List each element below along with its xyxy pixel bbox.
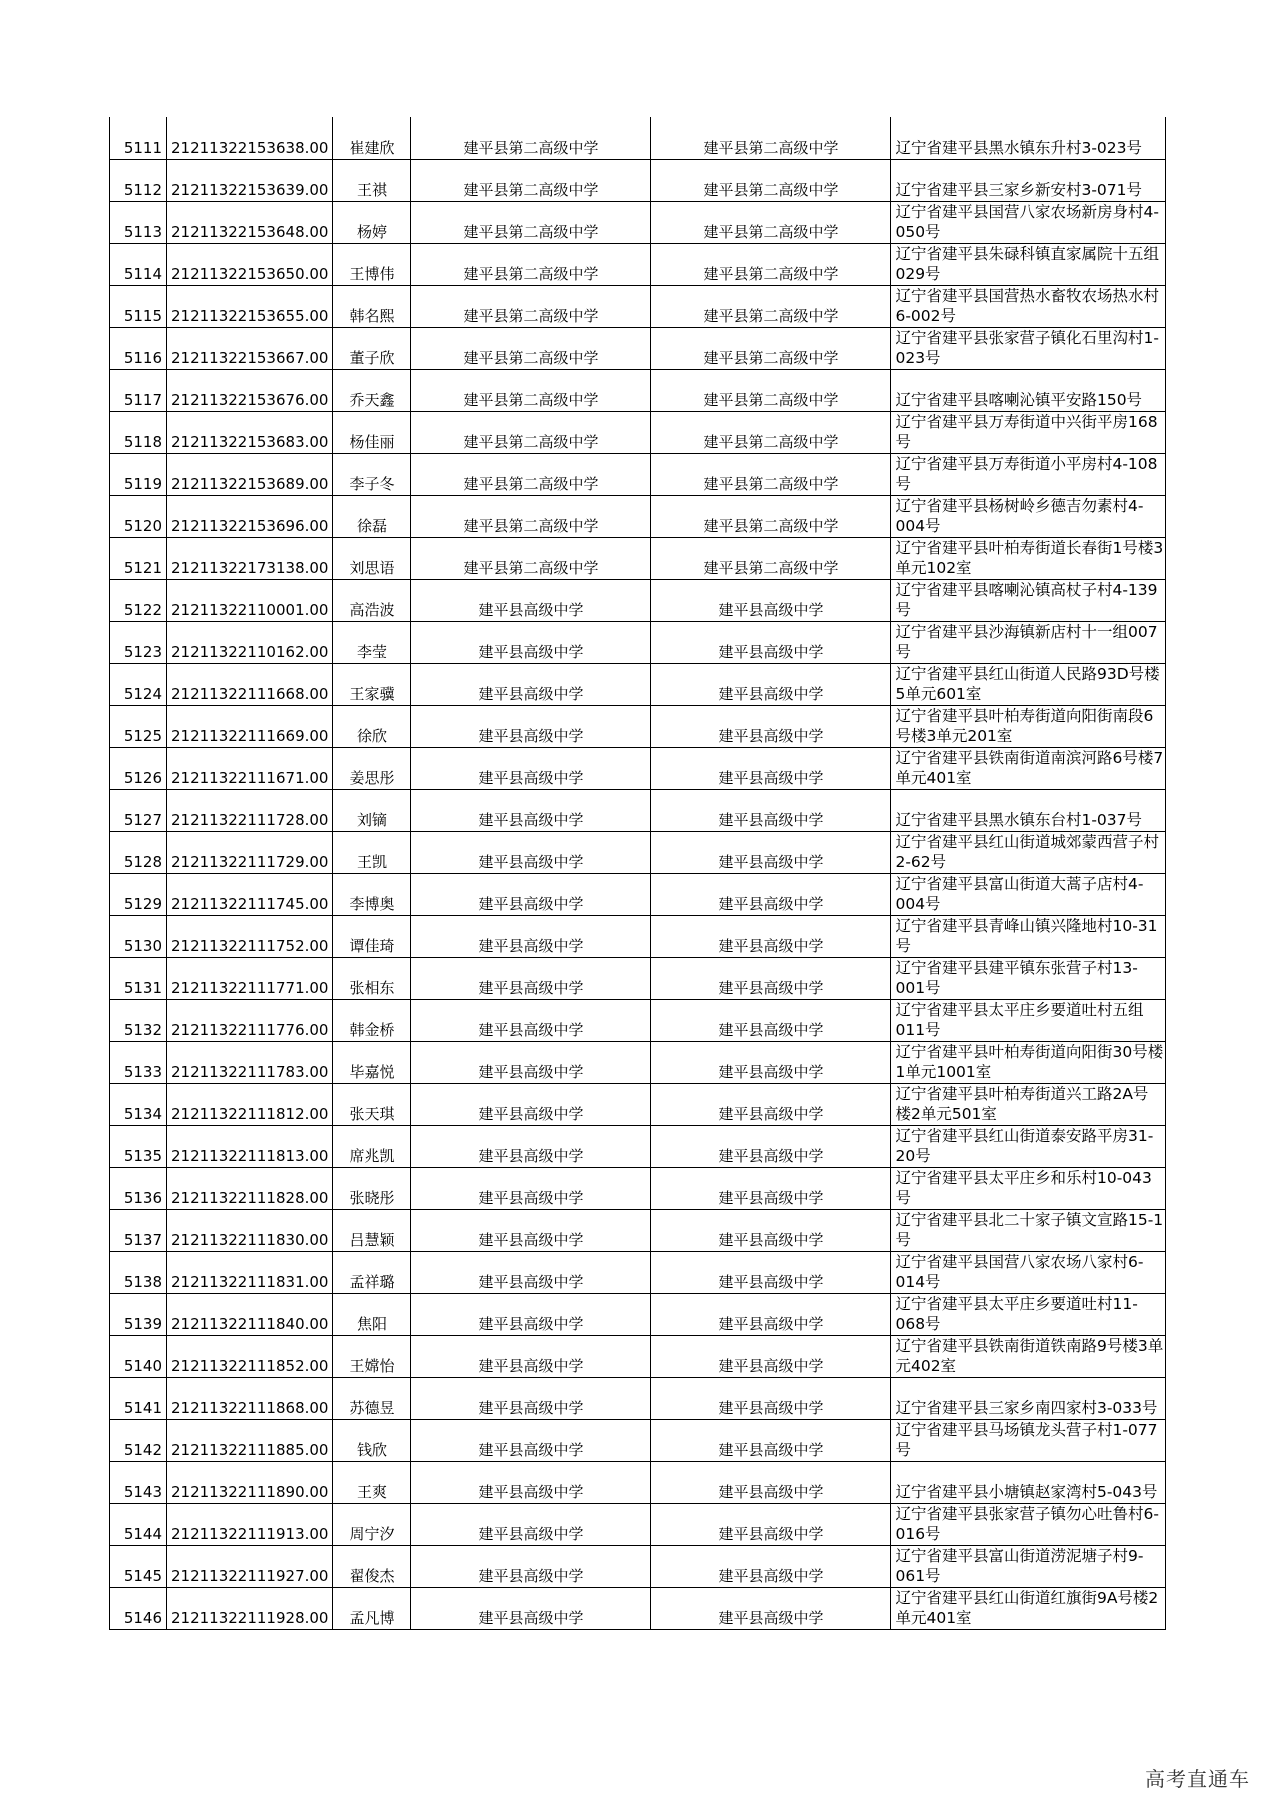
student-name-cell: 王博伟 <box>333 243 411 285</box>
home-address-cell: 辽宁省建平县叶柏寿街道兴工路2A号楼2单元501室 <box>891 1083 1166 1125</box>
candidate-id-cell: 21211322111828.00 <box>167 1167 333 1209</box>
enrolled-school-cell: 建平县第二高级中学 <box>651 453 891 495</box>
graduated-school-cell: 建平县第二高级中学 <box>411 537 651 579</box>
graduated-school-cell: 建平县高级中学 <box>411 1503 651 1545</box>
home-address-cell: 辽宁省建平县太平庄乡要道吐村11-068号 <box>891 1293 1166 1335</box>
candidate-id-cell: 21211322111830.00 <box>167 1209 333 1251</box>
row-number-cell: 5145 <box>110 1545 167 1587</box>
row-number-cell: 5129 <box>110 873 167 915</box>
graduated-school-cell: 建平县高级中学 <box>411 663 651 705</box>
student-name-cell: 王凯 <box>333 831 411 873</box>
enrolled-school-cell: 建平县第二高级中学 <box>651 201 891 243</box>
candidate-id-cell: 21211322111752.00 <box>167 915 333 957</box>
enrolled-school-cell: 建平县高级中学 <box>651 579 891 621</box>
home-address-cell: 辽宁省建平县红山街道人民路93D号楼5单元601室 <box>891 663 1166 705</box>
enrolled-school-cell: 建平县高级中学 <box>651 957 891 999</box>
home-address-cell: 辽宁省建平县三家乡南四家村3-033号 <box>891 1377 1166 1419</box>
enrolled-school-cell: 建平县高级中学 <box>651 789 891 831</box>
table-row <box>110 285 1166 327</box>
graduated-school-cell: 建平县第二高级中学 <box>411 243 651 285</box>
student-name-cell: 钱欣 <box>333 1419 411 1461</box>
home-address-cell: 辽宁省建平县国营八家农场八家村6-014号 <box>891 1251 1166 1293</box>
student-name-cell: 徐磊 <box>333 495 411 537</box>
student-name-cell: 韩名熙 <box>333 285 411 327</box>
student-name-cell: 王家骥 <box>333 663 411 705</box>
enrolled-school-cell: 建平县高级中学 <box>651 1461 891 1503</box>
row-number-cell: 5134 <box>110 1083 167 1125</box>
student-name-cell: 吕慧颖 <box>333 1209 411 1251</box>
home-address-cell: 辽宁省建平县朱碌科镇直家属院十五组029号 <box>891 243 1166 285</box>
home-address-cell: 辽宁省建平县喀喇沁镇平安路150号 <box>891 369 1166 411</box>
row-number-cell: 5117 <box>110 369 167 411</box>
table-row <box>110 201 1166 243</box>
student-name-cell: 李子冬 <box>333 453 411 495</box>
row-number-cell: 5122 <box>110 579 167 621</box>
student-name-cell: 杨婷 <box>333 201 411 243</box>
candidate-id-cell: 21211322111928.00 <box>167 1587 333 1629</box>
table-row <box>110 327 1166 369</box>
student-name-cell: 席兆凯 <box>333 1125 411 1167</box>
student-name-cell: 毕嘉悦 <box>333 1041 411 1083</box>
graduated-school-cell: 建平县高级中学 <box>411 915 651 957</box>
row-number-cell: 5112 <box>110 159 167 201</box>
candidate-id-cell: 21211322153689.00 <box>167 453 333 495</box>
graduated-school-cell: 建平县第二高级中学 <box>411 327 651 369</box>
student-name-cell: 姜思彤 <box>333 747 411 789</box>
watermark-text: 高考直通车 <box>1145 1767 1250 1791</box>
student-table <box>109 117 1166 1630</box>
table-row <box>110 1293 1166 1335</box>
row-number-cell: 5137 <box>110 1209 167 1251</box>
table-row <box>110 495 1166 537</box>
graduated-school-cell: 建平县高级中学 <box>411 1377 651 1419</box>
graduated-school-cell: 建平县高级中学 <box>411 621 651 663</box>
candidate-id-cell: 21211322111831.00 <box>167 1251 333 1293</box>
row-number-cell: 5135 <box>110 1125 167 1167</box>
home-address-cell: 辽宁省建平县红山街道红旗街9A号楼2单元401室 <box>891 1587 1166 1629</box>
enrolled-school-cell: 建平县高级中学 <box>651 1125 891 1167</box>
row-number-cell: 5131 <box>110 957 167 999</box>
candidate-id-cell: 21211322111776.00 <box>167 999 333 1041</box>
home-address-cell: 辽宁省建平县铁南街道南滨河路6号楼7单元401室 <box>891 747 1166 789</box>
student-name-cell: 乔天鑫 <box>333 369 411 411</box>
enrolled-school-cell: 建平县高级中学 <box>651 1545 891 1587</box>
enrolled-school-cell: 建平县高级中学 <box>651 1167 891 1209</box>
candidate-id-cell: 21211322111783.00 <box>167 1041 333 1083</box>
candidate-id-cell: 21211322153648.00 <box>167 201 333 243</box>
candidate-id-cell: 21211322111868.00 <box>167 1377 333 1419</box>
candidate-id-cell: 21211322153683.00 <box>167 411 333 453</box>
enrolled-school-cell: 建平县高级中学 <box>651 1083 891 1125</box>
table-row <box>110 789 1166 831</box>
graduated-school-cell: 建平县高级中学 <box>411 957 651 999</box>
home-address-cell: 辽宁省建平县建平镇东张营子村13-001号 <box>891 957 1166 999</box>
student-name-cell: 韩金桥 <box>333 999 411 1041</box>
home-address-cell: 辽宁省建平县小塘镇赵家湾村5-043号 <box>891 1461 1166 1503</box>
row-number-cell: 5141 <box>110 1377 167 1419</box>
row-number-cell: 5130 <box>110 915 167 957</box>
home-address-cell: 辽宁省建平县太平庄乡和乐村10-043号 <box>891 1167 1166 1209</box>
enrolled-school-cell: 建平县第二高级中学 <box>651 117 891 159</box>
student-name-cell: 张天琪 <box>333 1083 411 1125</box>
student-name-cell: 孟凡博 <box>333 1587 411 1629</box>
table-row <box>110 1083 1166 1125</box>
home-address-cell: 辽宁省建平县黑水镇东台村1-037号 <box>891 789 1166 831</box>
enrolled-school-cell: 建平县高级中学 <box>651 915 891 957</box>
graduated-school-cell: 建平县高级中学 <box>411 1419 651 1461</box>
home-address-cell: 辽宁省建平县张家营子镇勿心吐鲁村6-016号 <box>891 1503 1166 1545</box>
table-row <box>110 831 1166 873</box>
table-row <box>110 243 1166 285</box>
home-address-cell: 辽宁省建平县黑水镇东升村3-023号 <box>891 117 1166 159</box>
row-number-cell: 5132 <box>110 999 167 1041</box>
graduated-school-cell: 建平县高级中学 <box>411 1209 651 1251</box>
candidate-id-cell: 21211322111852.00 <box>167 1335 333 1377</box>
enrolled-school-cell: 建平县高级中学 <box>651 1041 891 1083</box>
graduated-school-cell: 建平县高级中学 <box>411 1461 651 1503</box>
student-name-cell: 翟俊杰 <box>333 1545 411 1587</box>
table-row <box>110 579 1166 621</box>
table-row <box>110 1167 1166 1209</box>
enrolled-school-cell: 建平县高级中学 <box>651 621 891 663</box>
enrolled-school-cell: 建平县高级中学 <box>651 831 891 873</box>
candidate-id-cell: 21211322111668.00 <box>167 663 333 705</box>
table-row <box>110 747 1166 789</box>
home-address-cell: 辽宁省建平县杨树岭乡德吉勿素村4-004号 <box>891 495 1166 537</box>
graduated-school-cell: 建平县高级中学 <box>411 1083 651 1125</box>
graduated-school-cell: 建平县第二高级中学 <box>411 411 651 453</box>
enrolled-school-cell: 建平县第二高级中学 <box>651 285 891 327</box>
candidate-id-cell: 21211322111890.00 <box>167 1461 333 1503</box>
graduated-school-cell: 建平县第二高级中学 <box>411 285 651 327</box>
table-row <box>110 411 1166 453</box>
home-address-cell: 辽宁省建平县三家乡新安村3-071号 <box>891 159 1166 201</box>
enrolled-school-cell: 建平县第二高级中学 <box>651 369 891 411</box>
graduated-school-cell: 建平县第二高级中学 <box>411 495 651 537</box>
graduated-school-cell: 建平县高级中学 <box>411 873 651 915</box>
table-row <box>110 159 1166 201</box>
graduated-school-cell: 建平县高级中学 <box>411 831 651 873</box>
row-number-cell: 5111 <box>110 117 167 159</box>
table-row <box>110 915 1166 957</box>
home-address-cell: 辽宁省建平县北二十家子镇文宣路15-1号 <box>891 1209 1166 1251</box>
table-row <box>110 537 1166 579</box>
row-number-cell: 5125 <box>110 705 167 747</box>
table-row <box>110 1419 1166 1461</box>
home-address-cell: 辽宁省建平县万寿街道中兴街平房168号 <box>891 411 1166 453</box>
student-name-cell: 李莹 <box>333 621 411 663</box>
home-address-cell: 辽宁省建平县富山街道大蒿子店村4-004号 <box>891 873 1166 915</box>
candidate-id-cell: 21211322111885.00 <box>167 1419 333 1461</box>
row-number-cell: 5144 <box>110 1503 167 1545</box>
enrolled-school-cell: 建平县高级中学 <box>651 1503 891 1545</box>
row-number-cell: 5127 <box>110 789 167 831</box>
enrolled-school-cell: 建平县高级中学 <box>651 705 891 747</box>
home-address-cell: 辽宁省建平县张家营子镇化石里沟村1-023号 <box>891 327 1166 369</box>
candidate-id-cell: 21211322111813.00 <box>167 1125 333 1167</box>
row-number-cell: 5126 <box>110 747 167 789</box>
row-number-cell: 5136 <box>110 1167 167 1209</box>
candidate-id-cell: 21211322153667.00 <box>167 327 333 369</box>
row-number-cell: 5115 <box>110 285 167 327</box>
home-address-cell: 辽宁省建平县万寿街道小平房村4-108号 <box>891 453 1166 495</box>
table-row <box>110 453 1166 495</box>
enrolled-school-cell: 建平县第二高级中学 <box>651 537 891 579</box>
candidate-id-cell: 21211322110162.00 <box>167 621 333 663</box>
home-address-cell: 辽宁省建平县叶柏寿街道向阳街30号楼1单元1001室 <box>891 1041 1166 1083</box>
candidate-id-cell: 21211322111745.00 <box>167 873 333 915</box>
candidate-id-cell: 21211322153655.00 <box>167 285 333 327</box>
table-row <box>110 663 1166 705</box>
student-name-cell: 周宁汐 <box>333 1503 411 1545</box>
enrolled-school-cell: 建平县高级中学 <box>651 999 891 1041</box>
graduated-school-cell: 建平县第二高级中学 <box>411 159 651 201</box>
student-name-cell: 焦阳 <box>333 1293 411 1335</box>
student-name-cell: 张相东 <box>333 957 411 999</box>
enrolled-school-cell: 建平县第二高级中学 <box>651 327 891 369</box>
row-number-cell: 5120 <box>110 495 167 537</box>
student-name-cell: 张晓彤 <box>333 1167 411 1209</box>
row-number-cell: 5143 <box>110 1461 167 1503</box>
table-row <box>110 1461 1166 1503</box>
row-number-cell: 5123 <box>110 621 167 663</box>
candidate-id-cell: 21211322111671.00 <box>167 747 333 789</box>
row-number-cell: 5113 <box>110 201 167 243</box>
home-address-cell: 辽宁省建平县富山街道涝泥塘子村9-061号 <box>891 1545 1166 1587</box>
enrolled-school-cell: 建平县高级中学 <box>651 1377 891 1419</box>
enrolled-school-cell: 建平县第二高级中学 <box>651 159 891 201</box>
candidate-id-cell: 21211322111729.00 <box>167 831 333 873</box>
student-name-cell: 王祺 <box>333 159 411 201</box>
candidate-id-cell: 21211322153696.00 <box>167 495 333 537</box>
enrolled-school-cell: 建平县第二高级中学 <box>651 243 891 285</box>
table-row <box>110 1041 1166 1083</box>
enrolled-school-cell: 建平县高级中学 <box>651 1251 891 1293</box>
candidate-id-cell: 21211322111840.00 <box>167 1293 333 1335</box>
enrolled-school-cell: 建平县高级中学 <box>651 873 891 915</box>
row-number-cell: 5119 <box>110 453 167 495</box>
table-row <box>110 369 1166 411</box>
enrolled-school-cell: 建平县高级中学 <box>651 747 891 789</box>
student-name-cell: 崔建欣 <box>333 117 411 159</box>
graduated-school-cell: 建平县高级中学 <box>411 1335 651 1377</box>
graduated-school-cell: 建平县高级中学 <box>411 1587 651 1629</box>
enrolled-school-cell: 建平县第二高级中学 <box>651 495 891 537</box>
student-name-cell: 王嫦怡 <box>333 1335 411 1377</box>
table-row <box>110 621 1166 663</box>
candidate-id-cell: 21211322111812.00 <box>167 1083 333 1125</box>
row-number-cell: 5124 <box>110 663 167 705</box>
home-address-cell: 辽宁省建平县国营八家农场新房身村4-050号 <box>891 201 1166 243</box>
graduated-school-cell: 建平县第二高级中学 <box>411 369 651 411</box>
home-address-cell: 辽宁省建平县太平庄乡要道吐村五组011号 <box>891 999 1166 1041</box>
row-number-cell: 5146 <box>110 1587 167 1629</box>
row-number-cell: 5133 <box>110 1041 167 1083</box>
graduated-school-cell: 建平县高级中学 <box>411 1293 651 1335</box>
row-number-cell: 5121 <box>110 537 167 579</box>
student-name-cell: 李博奥 <box>333 873 411 915</box>
student-name-cell: 苏德昱 <box>333 1377 411 1419</box>
table-row <box>110 1251 1166 1293</box>
graduated-school-cell: 建平县高级中学 <box>411 747 651 789</box>
table-row <box>110 705 1166 747</box>
row-number-cell: 5128 <box>110 831 167 873</box>
student-name-cell: 王爽 <box>333 1461 411 1503</box>
candidate-id-cell: 21211322153639.00 <box>167 159 333 201</box>
row-number-cell: 5140 <box>110 1335 167 1377</box>
enrolled-school-cell: 建平县高级中学 <box>651 663 891 705</box>
table-row <box>110 1125 1166 1167</box>
graduated-school-cell: 建平县高级中学 <box>411 1545 651 1587</box>
home-address-cell: 辽宁省建平县红山街道泰安路平房31-20号 <box>891 1125 1166 1167</box>
row-number-cell: 5116 <box>110 327 167 369</box>
home-address-cell: 辽宁省建平县马场镇龙头营子村1-077号 <box>891 1419 1166 1461</box>
graduated-school-cell: 建平县第二高级中学 <box>411 201 651 243</box>
table-row <box>110 873 1166 915</box>
candidate-id-cell: 21211322111728.00 <box>167 789 333 831</box>
student-name-cell: 杨佳丽 <box>333 411 411 453</box>
student-name-cell: 董子欣 <box>333 327 411 369</box>
row-number-cell: 5139 <box>110 1293 167 1335</box>
student-name-cell: 徐欣 <box>333 705 411 747</box>
candidate-id-cell: 21211322111913.00 <box>167 1503 333 1545</box>
home-address-cell: 辽宁省建平县青峰山镇兴隆地村10-31号 <box>891 915 1166 957</box>
home-address-cell: 辽宁省建平县红山街道城郊蒙西营子村2-62号 <box>891 831 1166 873</box>
candidate-id-cell: 21211322111927.00 <box>167 1545 333 1587</box>
enrolled-school-cell: 建平县高级中学 <box>651 1587 891 1629</box>
student-name-cell: 高浩波 <box>333 579 411 621</box>
graduated-school-cell: 建平县第二高级中学 <box>411 117 651 159</box>
graduated-school-cell: 建平县高级中学 <box>411 1125 651 1167</box>
graduated-school-cell: 建平县高级中学 <box>411 1251 651 1293</box>
enrolled-school-cell: 建平县第二高级中学 <box>651 411 891 453</box>
table-row <box>110 1503 1166 1545</box>
student-name-cell: 谭佳琦 <box>333 915 411 957</box>
enrolled-school-cell: 建平县高级中学 <box>651 1293 891 1335</box>
enrolled-school-cell: 建平县高级中学 <box>651 1335 891 1377</box>
table-row <box>110 1209 1166 1251</box>
enrolled-school-cell: 建平县高级中学 <box>651 1419 891 1461</box>
home-address-cell: 辽宁省建平县喀喇沁镇高杖子村4-139号 <box>891 579 1166 621</box>
home-address-cell: 辽宁省建平县叶柏寿街道长春街1号楼3单元102室 <box>891 537 1166 579</box>
row-number-cell: 5114 <box>110 243 167 285</box>
table-row <box>110 999 1166 1041</box>
table-row <box>110 1335 1166 1377</box>
table-row <box>110 957 1166 999</box>
graduated-school-cell: 建平县高级中学 <box>411 705 651 747</box>
graduated-school-cell: 建平县第二高级中学 <box>411 453 651 495</box>
graduated-school-cell: 建平县高级中学 <box>411 579 651 621</box>
candidate-id-cell: 21211322173138.00 <box>167 537 333 579</box>
enrolled-school-cell: 建平县高级中学 <box>651 1209 891 1251</box>
student-name-cell: 刘思语 <box>333 537 411 579</box>
table-row <box>110 117 1166 159</box>
home-address-cell: 辽宁省建平县叶柏寿街道向阳街南段6号楼3单元201室 <box>891 705 1166 747</box>
row-number-cell: 5118 <box>110 411 167 453</box>
table-row <box>110 1377 1166 1419</box>
table-row <box>110 1587 1166 1629</box>
candidate-id-cell: 21211322153676.00 <box>167 369 333 411</box>
home-address-cell: 辽宁省建平县铁南街道铁南路9号楼3单元402室 <box>891 1335 1166 1377</box>
student-name-cell: 刘镝 <box>333 789 411 831</box>
graduated-school-cell: 建平县高级中学 <box>411 999 651 1041</box>
candidate-id-cell: 21211322153650.00 <box>167 243 333 285</box>
candidate-id-cell: 21211322153638.00 <box>167 117 333 159</box>
student-name-cell: 孟祥璐 <box>333 1251 411 1293</box>
graduated-school-cell: 建平县高级中学 <box>411 789 651 831</box>
candidate-id-cell: 21211322111771.00 <box>167 957 333 999</box>
graduated-school-cell: 建平县高级中学 <box>411 1041 651 1083</box>
home-address-cell: 辽宁省建平县沙海镇新店村十一组007号 <box>891 621 1166 663</box>
graduated-school-cell: 建平县高级中学 <box>411 1167 651 1209</box>
row-number-cell: 5142 <box>110 1419 167 1461</box>
home-address-cell: 辽宁省建平县国营热水畜牧农场热水村6-002号 <box>891 285 1166 327</box>
row-number-cell: 5138 <box>110 1251 167 1293</box>
candidate-id-cell: 21211322111669.00 <box>167 705 333 747</box>
table-row <box>110 1545 1166 1587</box>
candidate-id-cell: 21211322110001.00 <box>167 579 333 621</box>
